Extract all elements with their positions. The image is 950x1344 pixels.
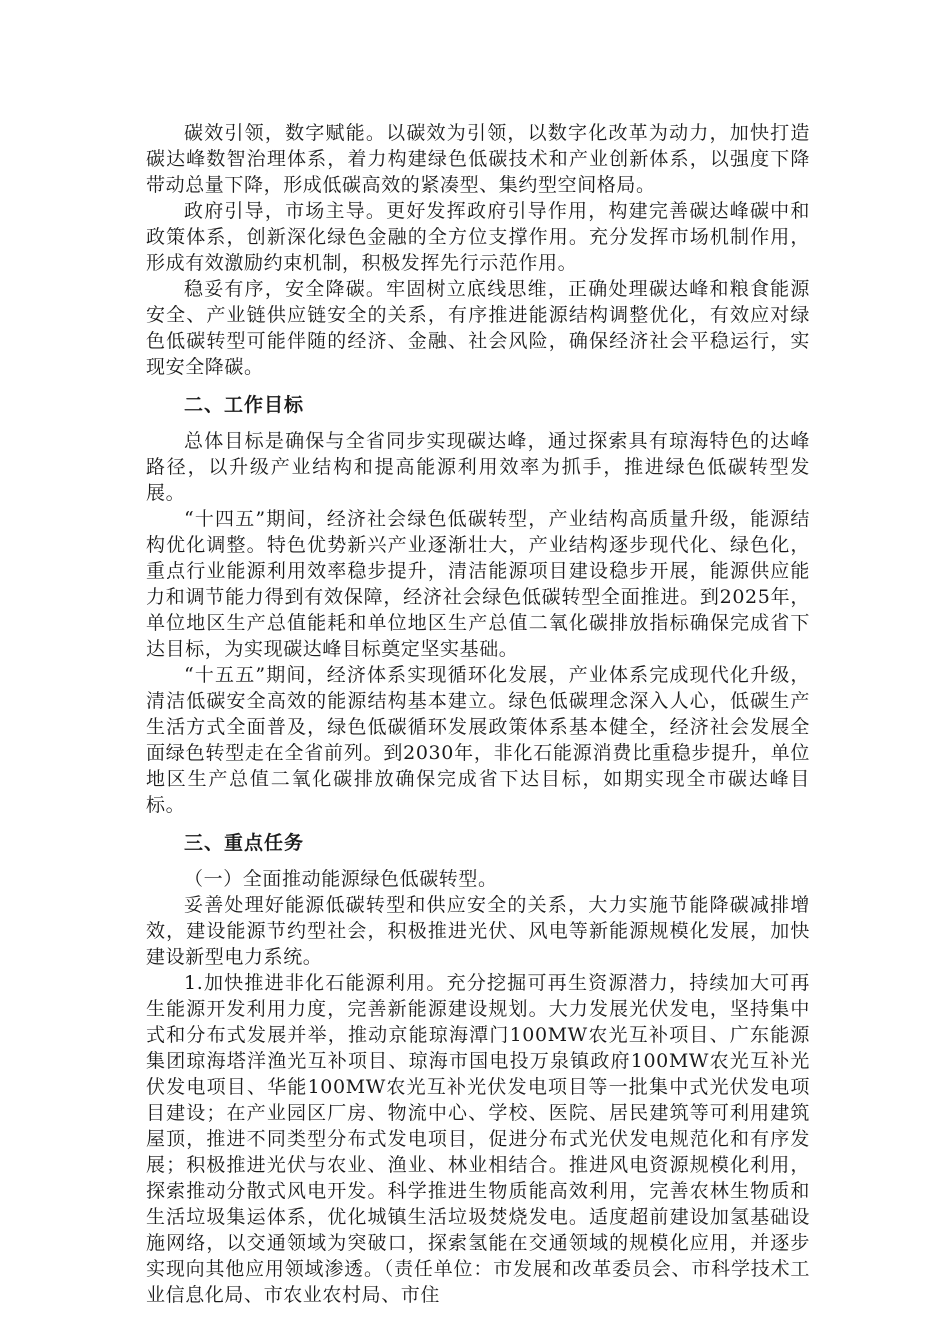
paragraph-non-fossil-energy: 1.加快推进非化石能源利用。充分挖掘可再生资源潜力，持续加大可再生能源开发利用力度，完善新能源建设规划。大力发展光伏发电，坚持集中式和分布式发展并举，推动京能琼海潭门100MW农光互补项目、广东能源集团琼海塔洋渔光互补项目、琼海市国电投万泉镇政府100MW农光互补光伏发电项目、华能100MW农光互补光伏发电项目等一批集中式光伏发电项目建设；在产业园区厂房、物流中心、学校、医院、居民建筑等可利用建筑屋顶，推进不同类型分布式发电项目，促进分布式光伏发电规范化和有序发展；积极推进光伏与农业、渔业、林业相结合。推进风电资源规模化利用，探索推动分散式风电开发。科学推进生物质能高效利用，完善农林生物质和生活垃圾集运体系，优化城镇生活垃圾焚烧发电。适度超前建设加氢基础设施网络，以交通领域为突破口，探索氢能在交通领域的规模化应用，并逐步实现向其他应用领域渗透。（责任单位：市发展和改革委员会、市科学技术工业信息化局、市农业农村局、市住 [146,972,810,1306]
paragraph-overall-goal: 总体目标是确保与全省同步实现碳达峰，通过探索具有琼海特色的达峰路径，以升级产业结构和提高能源利用效率为抓手，推进绿色低碳转型发展。 [146,430,810,504]
paragraph-energy-supply-balance: 妥善处理好能源低碳转型和供应安全的关系，大力实施节能降碳减排增效，建设能源节约型社会，积极推进光伏、风电等新能源规模化发展，加快建设新型电力系统。 [146,894,810,968]
paragraph-14th-five-year: “十四五”期间，经济社会绿色低碳转型，产业结构高质量升级，能源结构优化调整。特色优势新兴产业逐渐壮大，产业结构逐步现代化、绿色化，重点行业能源利用效率稳步提升，清洁能源项目建设稳步开展，能源供应能力和调节能力得到有效保障，经济社会绿色低碳转型全面推进。到2025年，单位地区生产总值能耗和单位地区生产总值二氧化碳排放指标确保完成省下达目标，为实现碳达峰目标奠定坚实基础。 [146,508,810,660]
subheading-energy-transition: （一）全面推动能源绿色低碳转型。 [184,868,498,890]
section-heading-work-goals: 二、工作目标 [184,394,305,416]
paragraph-safe-carbon-reduction: 稳妥有序，安全降碳。牢固树立底线思维，正确处理碳达峰和粮食能源安全、产业链供应链安全的关系，有序推进能源结构调整优化，有效应对绿色低碳转型可能伴随的经济、金融、社会风险，确保经济社会平稳运行，实现安全降碳。 [146,278,810,378]
document-body [146,120,810,1308]
paragraph-government-guidance: 政府引导，市场主导。更好发挥政府引导作用，构建完善碳达峰碳中和政策体系，创新深化绿色金融的全方位支撑作用。充分发挥市场机制作用，形成有效激励约束机制，积极发挥先行示范作用。 [146,200,810,274]
paragraph-15th-five-year: “十五五”期间，经济体系实现循环化发展，产业体系完成现代化升级，清洁低碳安全高效的能源结构基本建立。绿色低碳理念深入人心，低碳生产生活方式全面普及，绿色低碳循环发展政策体系基本健全，经济社会发展全面绿色转型走在全省前列。到2030年，非化石能源消费比重稳步提升，单位地区生产总值二氧化碳排放确保完成省下达目标，如期实现全市碳达峰目标。 [146,664,810,816]
paragraph-carbon-efficiency: 碳效引领，数字赋能。以碳效为引领，以数字化改革为动力，加快打造碳达峰数智治理体系，着力构建绿色低碳技术和产业创新体系，以强度下降带动总量下降，形成低碳高效的紧凑型、集约型空间格局。 [146,122,810,196]
section-heading-key-tasks: 三、重点任务 [184,832,305,854]
